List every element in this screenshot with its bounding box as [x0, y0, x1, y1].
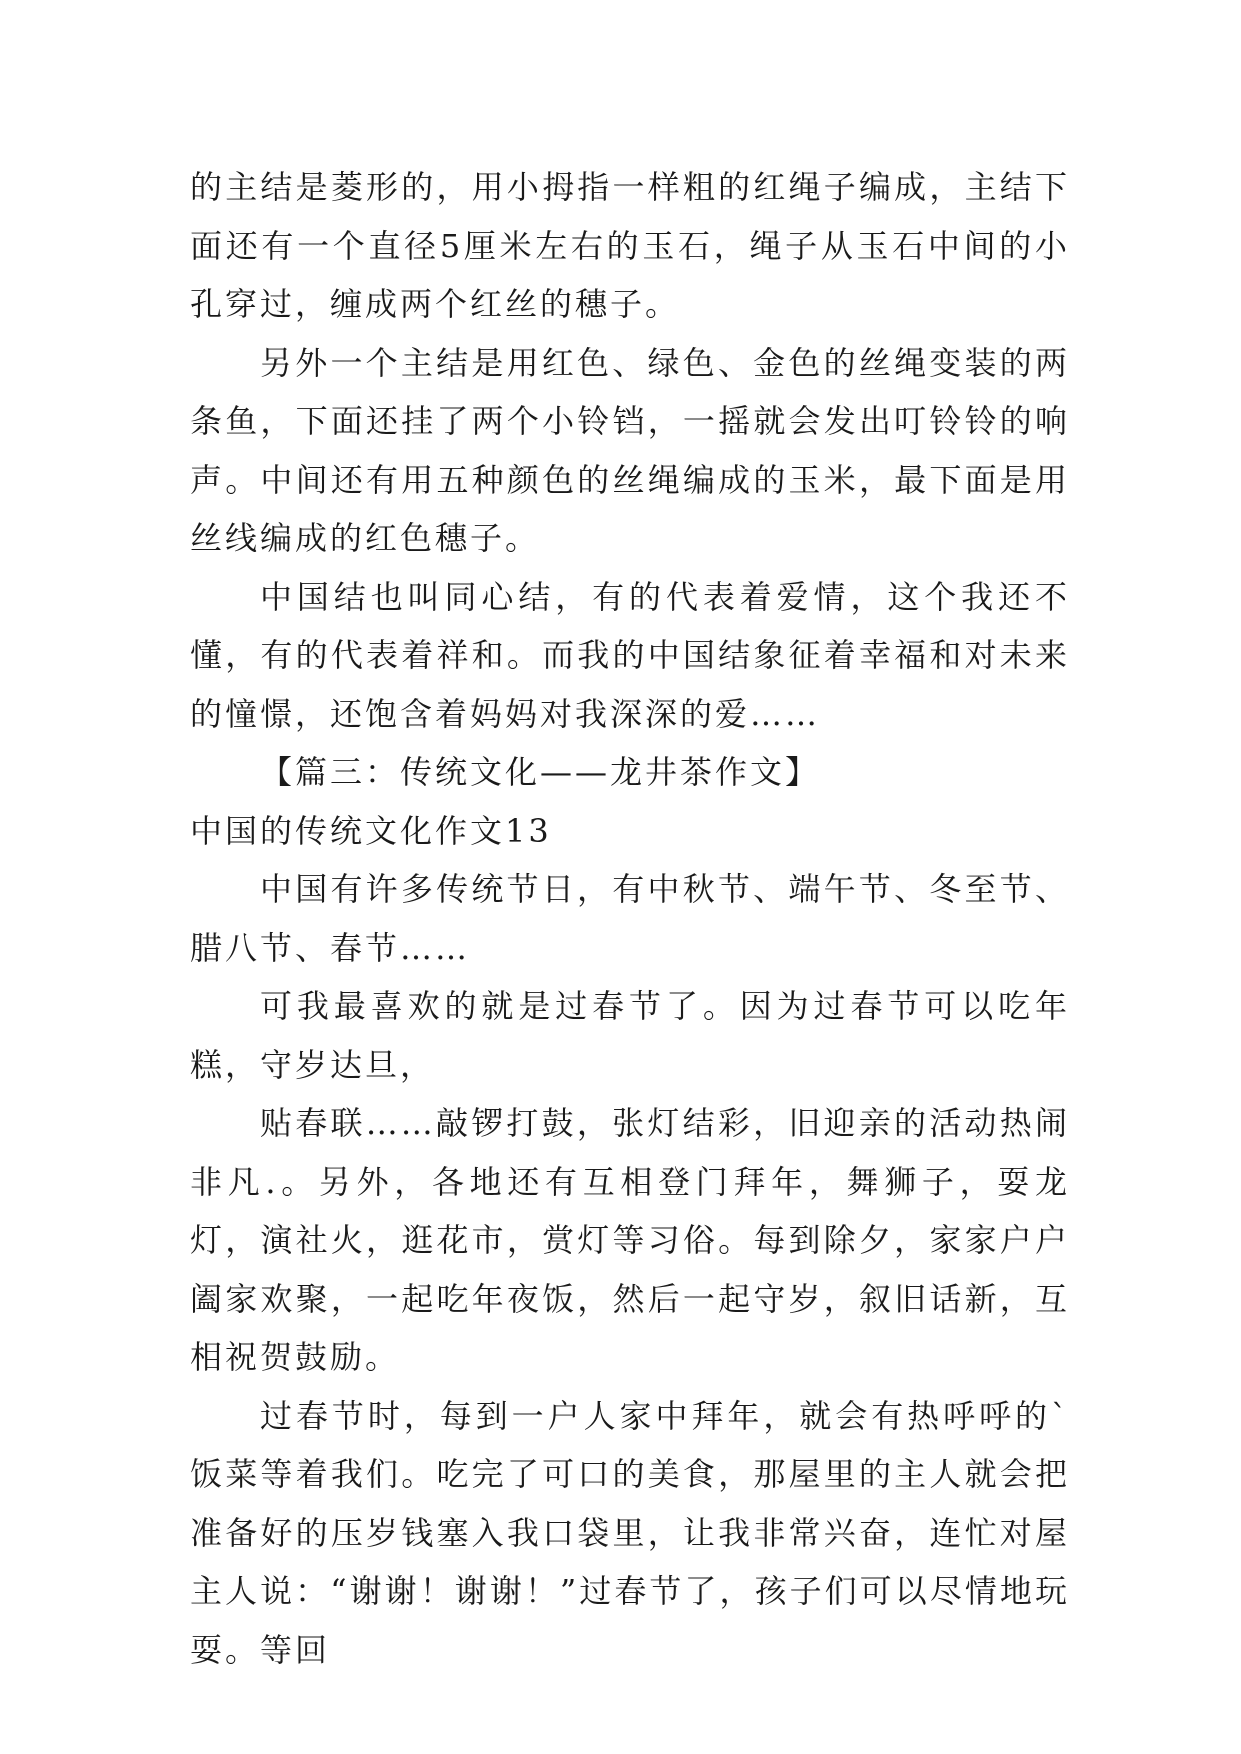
paragraph-2: 另外一个主结是用红色、绿色、金色的丝绳变装的两条鱼，下面还挂了两个小铃铛，一摇就会发出叮铃铃的响声。中间还有用五种颜色的丝绳编成的玉米，最下面是用丝线编成的红色穗子。 — [190, 343, 1070, 557]
paragraph-5: 可我最喜欢的就是过春节了。因为过春节可以吃年糕，守岁达旦， — [190, 987, 1070, 1084]
paragraph-4: 中国有许多传统节日，有中秋节、端午节、冬至节、腊八节、春节…… — [190, 870, 1070, 967]
paragraph-3: 中国结也叫同心结，有的代表着爱情，这个我还不懂，有的代表着祥和。而我的中国结象征着幸福和对未来的憧憬，还饱含着妈妈对我深深的爱…… — [190, 577, 1070, 733]
document-body — [190, 158, 1070, 1679]
section-heading: 【篇三：传统文化——龙井茶作文】 — [260, 753, 821, 791]
paragraph-7: 过春节时，每到一户人家中拜年，就会有热呼呼的`饭菜等着我们。吃完了可口的美食，那屋里的主人就会把准备好的压岁钱塞入我口袋里，让我非常兴奋，连忙对屋主人说：“谢谢！谢谢！”过春节了，孩子们可以尽情地玩耍。等回 — [190, 1396, 1070, 1669]
paragraph-6: 贴春联……敲锣打鼓，张灯结彩，旧迎亲的活动热闹非凡.。另外，各地还有互相登门拜年，舞狮子，耍龙灯，演社火，逛花市，赏灯等习俗。每到除夕，家家户户阖家欢聚，一起吃年夜饭，然后一起守岁，叙旧话新，互相祝贺鼓励。 — [190, 1104, 1070, 1376]
essay-title: 中国的传统文化作文13 — [190, 811, 552, 850]
paragraph-1: 的主结是菱形的，用小拇指一样粗的红绳子编成，主结下面还有一个直径5厘米左右的玉石，绳子从玉石中间的小孔穿过，缠成两个红丝的穗子。 — [190, 168, 1070, 323]
